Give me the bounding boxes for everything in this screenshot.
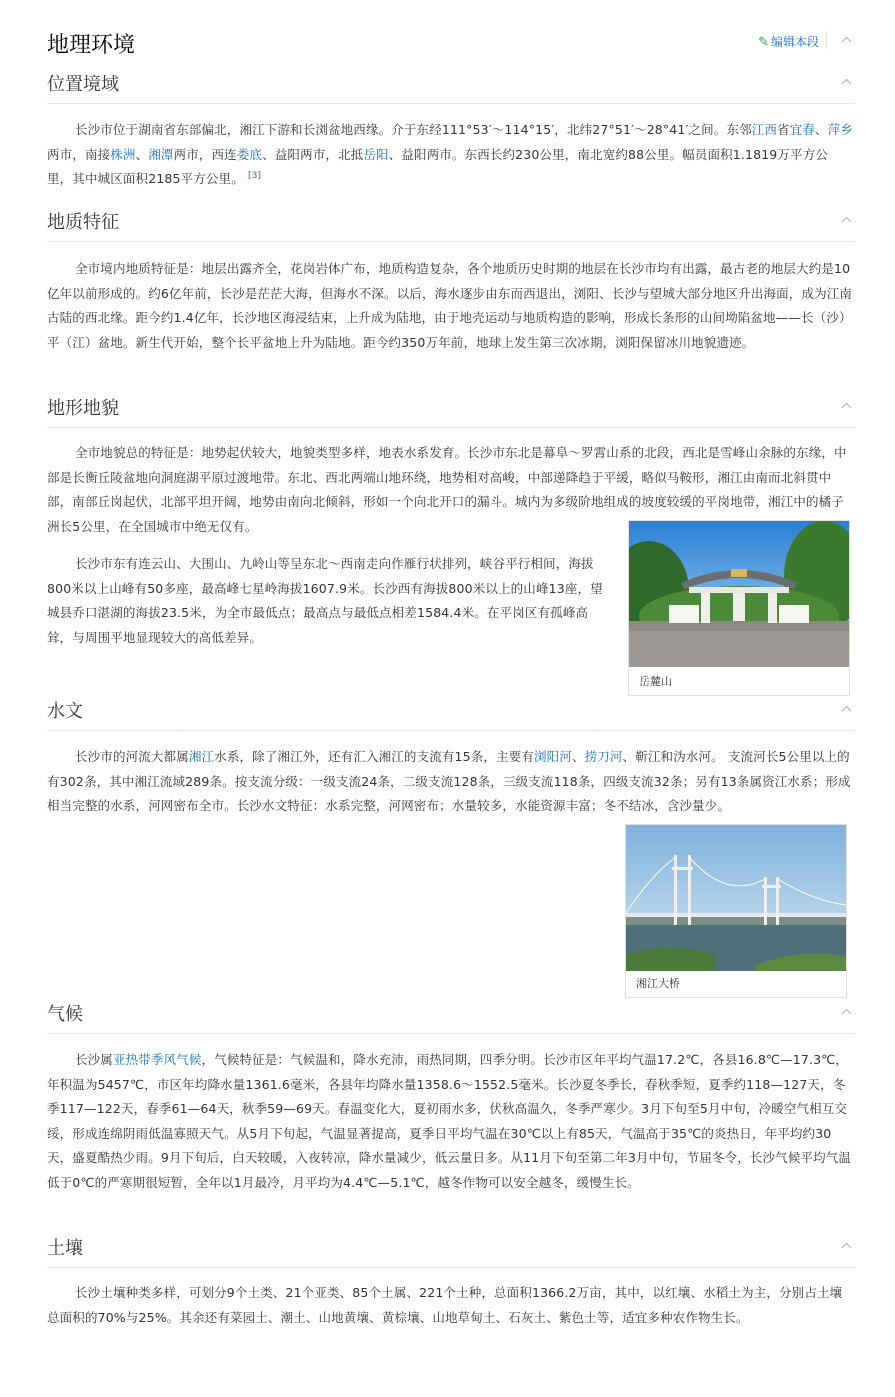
section-header-climate bbox=[47, 997, 855, 1034]
citation-link[interactable]: [3] bbox=[248, 170, 262, 181]
paragraph-terrain-2 bbox=[47, 552, 603, 650]
paragraph-text: 、 bbox=[815, 122, 828, 137]
paragraph-text: 两市，南接 bbox=[47, 146, 111, 162]
paragraph-climate bbox=[47, 1048, 853, 1195]
chevron-up-icon[interactable] bbox=[841, 76, 852, 87]
inline-link[interactable]: 岳阳 bbox=[363, 146, 389, 162]
main-section-header bbox=[47, 26, 855, 58]
inline-link[interactable]: 娄底 bbox=[236, 146, 263, 162]
paragraph-text: 、靳江和沩水河。 支流河长5公里以上的有302条，其中湘江流域289条。按支流分级：一级支流24条，二级支流128条，三级支流118条，四级支流32条；另有13条属资江水系；形成相当完整的水系，河网密布全市。长沙水文特征：水系完整，河网密布；水量较多，水能资源丰富；冬不结冰，含沙量少。 bbox=[47, 749, 851, 813]
chevron-up-icon[interactable] bbox=[841, 214, 852, 225]
section-title: 土壤 bbox=[47, 1238, 83, 1259]
paragraph-text: 全市境内地质特征是：地层出露齐全，花岗岩体广布，地质构造复杂，各个地质历史时期的地层在长沙市均有出露，最古老的地层大约是10亿年以前形成的。约6亿年前，长沙是茫茫大海，但海水不深。以后，海水逐步由东而西退出，浏阳、长沙与望城大部分地区升出海面，成为江南古陆的西北缘。距今约1.4亿年，长沙地区海浸结束，上升成为陆地，由于地壳运动与地质构造的影响，形成长条形的山间坳陷盆地——长（沙）平（江）盆地。新生代开始，整个长平盆地上升为陆地。距今约350万年前，地球上发生第三次冰期，浏阳保留冰川地貌遗迹。 bbox=[47, 261, 853, 350]
paragraph-text: 长沙市东有连云山、大围山、九岭山等呈东北～西南走向作雁行状排列，峡谷平行相间，海拔800米以上山峰有50多座，最高峰七星岭海拔1607.9米。长沙西有海拔800米以上的山峰13座，望城县乔口湛湖的海拔23.5米，为全市最低点；最高点与最低点相差1584.4米。在平岗区有孤峰高耸，与周围平地显现较大的高低差异。 bbox=[47, 556, 603, 645]
paragraph-text: 长沙市位于湖南省东部偏北，湘江下游和长浏盆地西缘。介于东经111°53′～114°15′，北纬27°51′～28°41′之间。东邻 bbox=[75, 122, 752, 137]
paragraph-text: 两市，西连 bbox=[173, 146, 237, 162]
figure-caption: 岳麓山 bbox=[639, 675, 672, 688]
figure-yuelu-mountain[interactable] bbox=[628, 520, 850, 696]
inline-link[interactable]: 亚热带季风气候 bbox=[112, 1052, 202, 1067]
section-header-geology bbox=[47, 205, 855, 242]
header-divider bbox=[826, 30, 827, 50]
inline-link[interactable]: 宜春 bbox=[789, 122, 816, 137]
section-title: 地质特征 bbox=[47, 212, 119, 233]
paragraph-text: 长沙市的河流大都属 bbox=[75, 749, 189, 764]
xiangjiang-bridge-photo bbox=[626, 825, 846, 971]
paragraph-text: 、 bbox=[571, 749, 585, 764]
inline-link[interactable]: 湘江 bbox=[188, 749, 215, 764]
section-title: 气候 bbox=[47, 1004, 83, 1025]
paragraph-text: 、 bbox=[135, 146, 149, 162]
section-header-terrain bbox=[47, 391, 855, 428]
paragraph-text: 、益阳两市。东西长约230公里，南北宽约88公里。幅员面积1.1819万平方公里，其中城区面积2185平方公里。 bbox=[47, 146, 828, 186]
paragraph-text: 省 bbox=[777, 122, 790, 137]
paragraph-text: 长沙土壤种类多样，可划分9个土类、21个亚类、85个土属、221个土种，总面积1366.2万亩，其中，以红壤、水稻土为主，分别占土壤总面积的70%与25%。其余还有菜园土、潮土、山地黄壤、黄棕壤、山地草甸土、石灰土、紫色土等，适宜多种农作物生长。 bbox=[47, 1285, 843, 1325]
section-title: 水文 bbox=[47, 701, 83, 722]
paragraph-hydrology bbox=[47, 745, 853, 819]
page-title: 地理环境 bbox=[47, 33, 136, 58]
paragraph-geology bbox=[47, 257, 853, 355]
inline-link[interactable]: 江西 bbox=[751, 122, 778, 137]
paragraph-text: ，气候特征是：气候温和，降水充沛，雨热同期，四季分明。长沙市区年平均气温17.2℃，各县16.8℃—17.3℃，年积温为5457℃，市区年均降水量1361.6毫米，各县年均降水量1358.6～1552.5毫米。长沙夏冬季长，春秋季短，夏季约118—127天，冬季117—122天，春季61—64天，秋季59—69天。春温变化大，夏初雨水多，伏秋高温久，冬季严寒少。3月下旬至5月中旬，冷暖空气相互交绥，形成连绵阴雨低温寡照天气。从5月下旬起，气温显著提高，夏季日平均气温在30℃以上有85天，气温高于35℃的炎热日，年平均约30天，盛夏酷热少雨。9月下旬后，白天较暖，入夜转凉，降水量减少，低云量日多。从11月下旬至第二年3月中旬，节届冬令，长沙气候平均气温低于0℃的严寒期很短暂，全年以1月最冷，月平均为4.4℃—5.1℃，越冬作物可以安全越冬，缓慢生长。 bbox=[47, 1052, 852, 1190]
paragraph-text: 全市地貌总的特征是：地势起伏较大，地貌类型多样，地表水系发育。长沙市东北是幕阜～罗霄山系的北段，西北是雪峰山余脉的东缘，中部是长衡丘陵盆地向洞庭湖平原过渡地带。东北、西北两端山地环绕，地势相对高峻，中部递降趋于平缓，略似马鞍形，湘江由南而北斜贯中部，南部丘岗起伏，北部平坦开阔，地势由南向北倾斜，形如一个向北开口的漏斗。城内为多级阶地组成的坡度较缓的平岗地带，湘江中的橘子洲长5公里，在全国城市中绝无仅有。 bbox=[47, 445, 847, 534]
pencil-icon: ✎ bbox=[758, 35, 769, 50]
section-title: 位置境域 bbox=[47, 74, 119, 95]
section-header-location bbox=[47, 67, 855, 104]
paragraph-text: 水系，除了湘江外，还有汇入湘江的支流有15条，主要有 bbox=[214, 749, 534, 764]
edit-section-label: 编辑本段 bbox=[770, 35, 819, 49]
chevron-up-icon[interactable] bbox=[841, 703, 852, 714]
inline-link[interactable]: 湘潭 bbox=[148, 146, 174, 162]
paragraph-soil bbox=[47, 1281, 853, 1330]
inline-link[interactable]: 萍乡 bbox=[827, 122, 854, 137]
paragraph-text: 长沙属 bbox=[75, 1052, 113, 1067]
chevron-up-icon[interactable] bbox=[841, 1006, 852, 1017]
yuelu-mountain-photo bbox=[629, 521, 849, 667]
section-title: 地形地貌 bbox=[47, 398, 119, 419]
edit-section-link[interactable] bbox=[758, 33, 819, 50]
paragraph-text: 、益阳两市，北抵 bbox=[262, 146, 364, 162]
section-header-hydrology bbox=[47, 694, 855, 731]
paragraph-location bbox=[47, 118, 853, 192]
inline-link[interactable]: 捞刀河 bbox=[584, 749, 623, 764]
inline-link[interactable]: 株洲 bbox=[110, 146, 136, 162]
chevron-up-icon[interactable] bbox=[841, 1240, 852, 1251]
chevron-up-icon[interactable] bbox=[841, 34, 852, 45]
chevron-up-icon[interactable] bbox=[841, 400, 852, 411]
figure-xiangjiang-bridge[interactable] bbox=[625, 824, 847, 998]
section-header-soil bbox=[47, 1231, 855, 1268]
inline-link[interactable]: 浏阳河 bbox=[533, 749, 572, 764]
figure-caption: 湘江大桥 bbox=[636, 977, 680, 990]
